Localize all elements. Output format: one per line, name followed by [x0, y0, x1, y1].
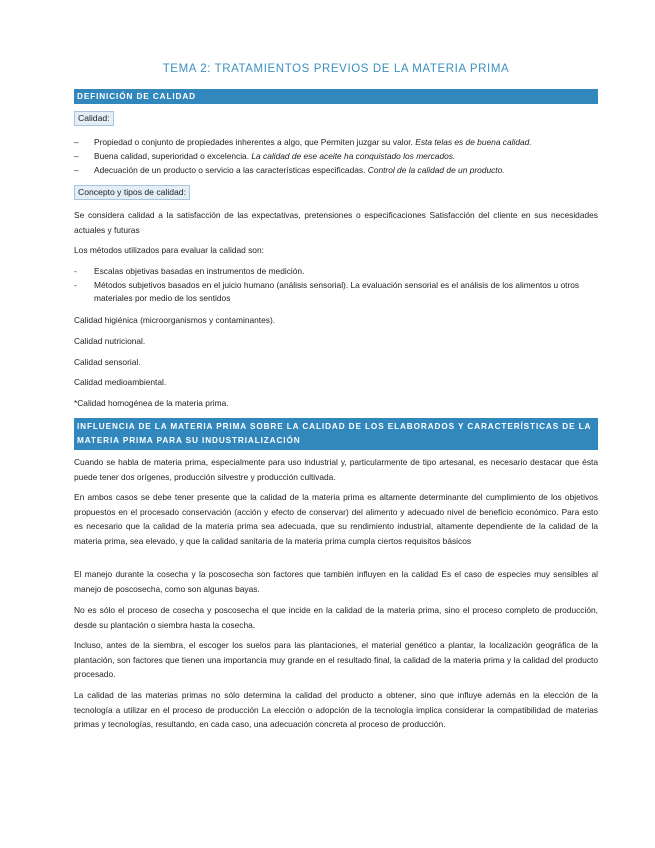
paragraph: Cuando se habla de materia prima, especialmente para uso industrial y, particularmente de tipo artesanal, es necesario destacar que ésta puede tener dos orígenes, producción silvestre y producción cultivada.: [74, 457, 598, 482]
tipo-sensorial: Calidad sensorial.: [74, 357, 141, 367]
tipo-homogenea: *Calidad homogénea de la materia prima.: [74, 398, 229, 408]
paragraph: No es sólo el proceso de cosecha y poscosecha el que incide en la calidad de la materia prima, sino el proceso completo de producción, desde su plantación o siembra hasta la cosecha.: [74, 605, 598, 630]
tipo-nutricional: Calidad nutricional.: [74, 336, 146, 346]
concepto-paragraph: Se considera calidad a la satisfacción de las expectativas, pretensiones o especificaciones Satisfacción del cliente en sus necesidades actuales y futuras: [74, 210, 598, 235]
paragraph: El manejo durante la cosecha y la poscosecha son factores que también influyen en la calidad Es el caso de especies muy sensibles al manejo de poscosecha, como son algunas bayas.: [74, 569, 598, 594]
paragraph: La calidad de las materias primas no sólo determina la calidad del producto a obtener, sino que influye además en la elección de la tecnología a utilizar en el proceso de producción La elección o adopción de la tecnología implica considerar la compatibilidad de materias primas y tecnologías, resultando, en cada caso, una adecuación concreta al proceso de producción.: [74, 690, 598, 729]
document-title: TEMA 2: TRATAMIENTOS PREVIOS DE LA MATERIA PRIMA: [162, 63, 510, 75]
paragraph: En ambos casos se debe tener presente que la calidad de la materia prima es altamente determinante del cumplimiento de los objetivos propuestos en el procesado conservación (acción y efecto de conservar) del alimento y adecuado nivel de beneficio económico. Para esto es necesario que la calidad de la materia prima sea adecuada, que su rendimiento industrial, altamente dependiente de la calidad de la materia prima, sea elevado, y que la calidad sanitaria de la materia prima cumpla ciertos requisitos básicos: [74, 492, 598, 546]
tipo-medioambiental: Calidad medioambiental.: [74, 377, 167, 387]
paragraph: Incluso, antes de la siembra, el escoger los suelos para las plantaciones, el material genético a plantar, la localización geográfica de la plantación, son factores que tienen una importancia muy grande en el resultado final, la calidad de la materia prima y la calidad del producto procesado.: [74, 640, 598, 679]
concepto-label: Concepto y tipos de calidad:: [74, 185, 190, 200]
section-heading-influencia: INFLUENCIA DE LA MATERIA PRIMA SOBRE LA CALIDAD DE LOS ELABORADOS Y CARACTERÍSTICAS DE LA MATERIA PRIMA PARA SU INDUSTRIALIZACIÓN: [74, 418, 598, 450]
calidad-label: Calidad:: [74, 111, 114, 126]
section-heading-definicion: DEFINICIÓN DE CALIDAD: [74, 89, 598, 104]
metodos-intro: Los métodos utilizados para evaluar la calidad son:: [74, 245, 264, 255]
tipo-higienica: Calidad higiénica (microorganismos y contaminantes).: [74, 315, 276, 325]
